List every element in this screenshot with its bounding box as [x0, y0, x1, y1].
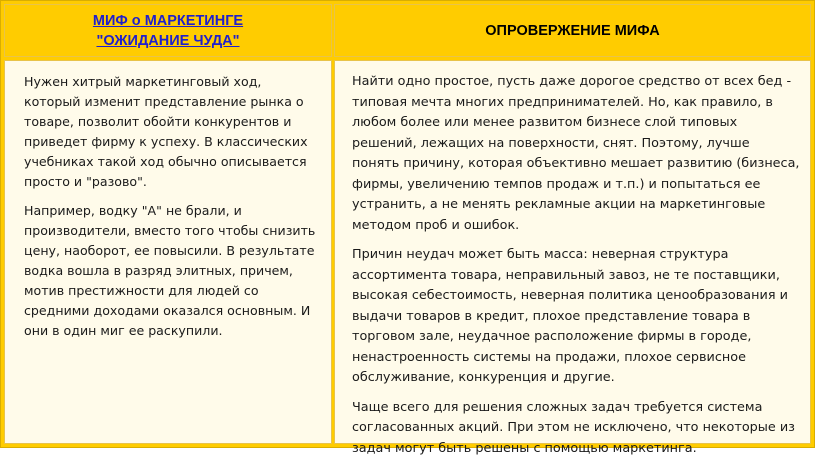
refutation-paragraph: Причин неудач может быть масса: неверная структура ассортимента товара, неправильный завоз, не те поставщики, высокая себестоимость, неверная политика ценообразования и выдачи товаров в кредит, плохое представление товара в торговом зале, неудачное расположение фирмы в городе, ненастроенность системы на продажи, плохое сервисное обслуживание, конкуренция и другие. [352, 245, 800, 389]
refutation-title: ОПРОВЕРЖЕНИЕ МИФА [485, 21, 659, 41]
myth-column-header [4, 4, 332, 57]
refutation-cell [334, 60, 811, 444]
refutation-column-header [334, 4, 811, 57]
refutation-paragraph: Чаще всего для решения сложных задач требуется система согласованных акций. При этом не исключено, что некоторые из задач могут быть решены с помощью маркетинга. [352, 398, 800, 459]
myth-title-line1[interactable]: МИФ о МАРКЕТИНГЕ [93, 13, 243, 29]
refutation-paragraph: Найти одно простое, пусть даже дорогое средство от всех бед - типовая мечта многих предпринимателей. Но, как правило, в любом более или менее развитом бизнесе слой типовых решений, лежащих на поверхности, снят. Поэтому, лучше понять причину, которая объективно мешает развитию (бизнеса, фирмы, увеличению темпов продаж и т.п.) и попытаться ее устранить, а не менять рекламные акции на маркетинговые методом проб и ошибок. [352, 72, 800, 236]
myth-title-line2[interactable]: "ОЖИДАНИЕ ЧУДА" [96, 33, 239, 49]
myth-paragraph: Нужен хитрый маркетинговый ход, который изменит представление рынка о товаре, позволит обойти конкурентов и приведет фирму к успеху. В классических учебниках такой ход обычно описывается просто и "разово". [24, 72, 317, 192]
myth-title-link[interactable] [93, 11, 243, 51]
myth-cell [4, 60, 332, 444]
myth-paragraph: Например, водку "А" не брали, и производители, вместо того чтобы снизить цену, наоборот, ее повысили. В результате водка вошла в разряд элитных, причем, мотив престижности для людей со средними доходами оказался основным. И они в один миг ее раскупили. [24, 201, 317, 341]
